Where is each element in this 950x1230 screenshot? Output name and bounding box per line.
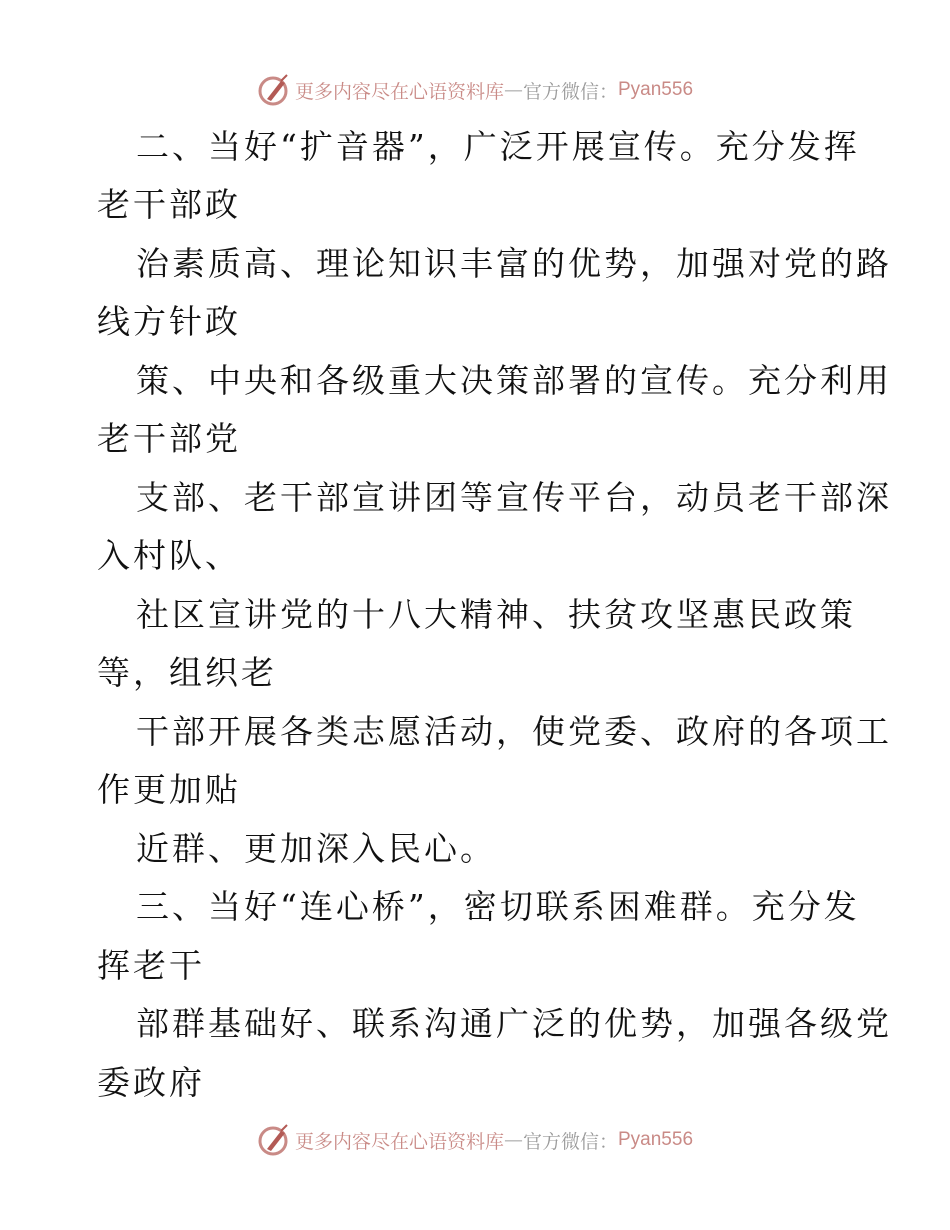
footer-watermark [0, 1120, 950, 1160]
quill-pen-logo-icon [257, 1123, 291, 1157]
header-watermark [0, 70, 950, 110]
text-line: 入村队、 [97, 536, 241, 575]
text-line: 支部、老干部宣讲团等宣传平台，动员老干部深 [136, 478, 892, 517]
watermark-official-label: 官方微信： [522, 80, 618, 103]
text-line: 三、当好“连心桥”，密切联系困难群。充分发 [136, 887, 860, 926]
watermark-separator: — [503, 1129, 523, 1151]
text-line: 委政府 [97, 1063, 205, 1102]
watermark-account-id: Pyan556 [618, 79, 694, 100]
text-line: 老干部政 [97, 185, 241, 224]
text-line: 等，组织老 [97, 653, 277, 692]
text-line: 部群基础好、联系沟通广泛的优势，加强各级党 [136, 1004, 892, 1043]
watermark-separator: — [503, 79, 523, 101]
text-line: 治素质高、理论知识丰富的优势，加强对党的路 [136, 244, 892, 283]
watermark-account-id: Pyan556 [618, 1129, 694, 1150]
watermark-brand: 更多内容尽在心语资料库 [294, 1130, 504, 1153]
text-line: 二、当好“扩音器”，广泛开展宣传。充分发挥 [136, 127, 860, 166]
text-line: 社区宣讲党的十八大精神、扶贫攻坚惠民政策 [136, 595, 856, 634]
watermark-brand: 更多内容尽在心语资料库 [294, 80, 504, 103]
text-line: 作更加贴 [97, 770, 241, 809]
text-line: 近群、更加深入民心。 [136, 829, 496, 868]
text-line: 线方针政 [97, 302, 241, 341]
watermark-official-label: 官方微信： [522, 1130, 618, 1153]
quill-pen-logo-icon [257, 73, 291, 107]
text-line: 策、中央和各级重大决策部署的宣传。充分利用 [136, 361, 892, 400]
text-line: 干部开展各类志愿活动，使党委、政府的各项工 [136, 712, 892, 751]
text-line: 挥老干 [97, 946, 205, 985]
text-line: 老干部党 [97, 419, 241, 458]
